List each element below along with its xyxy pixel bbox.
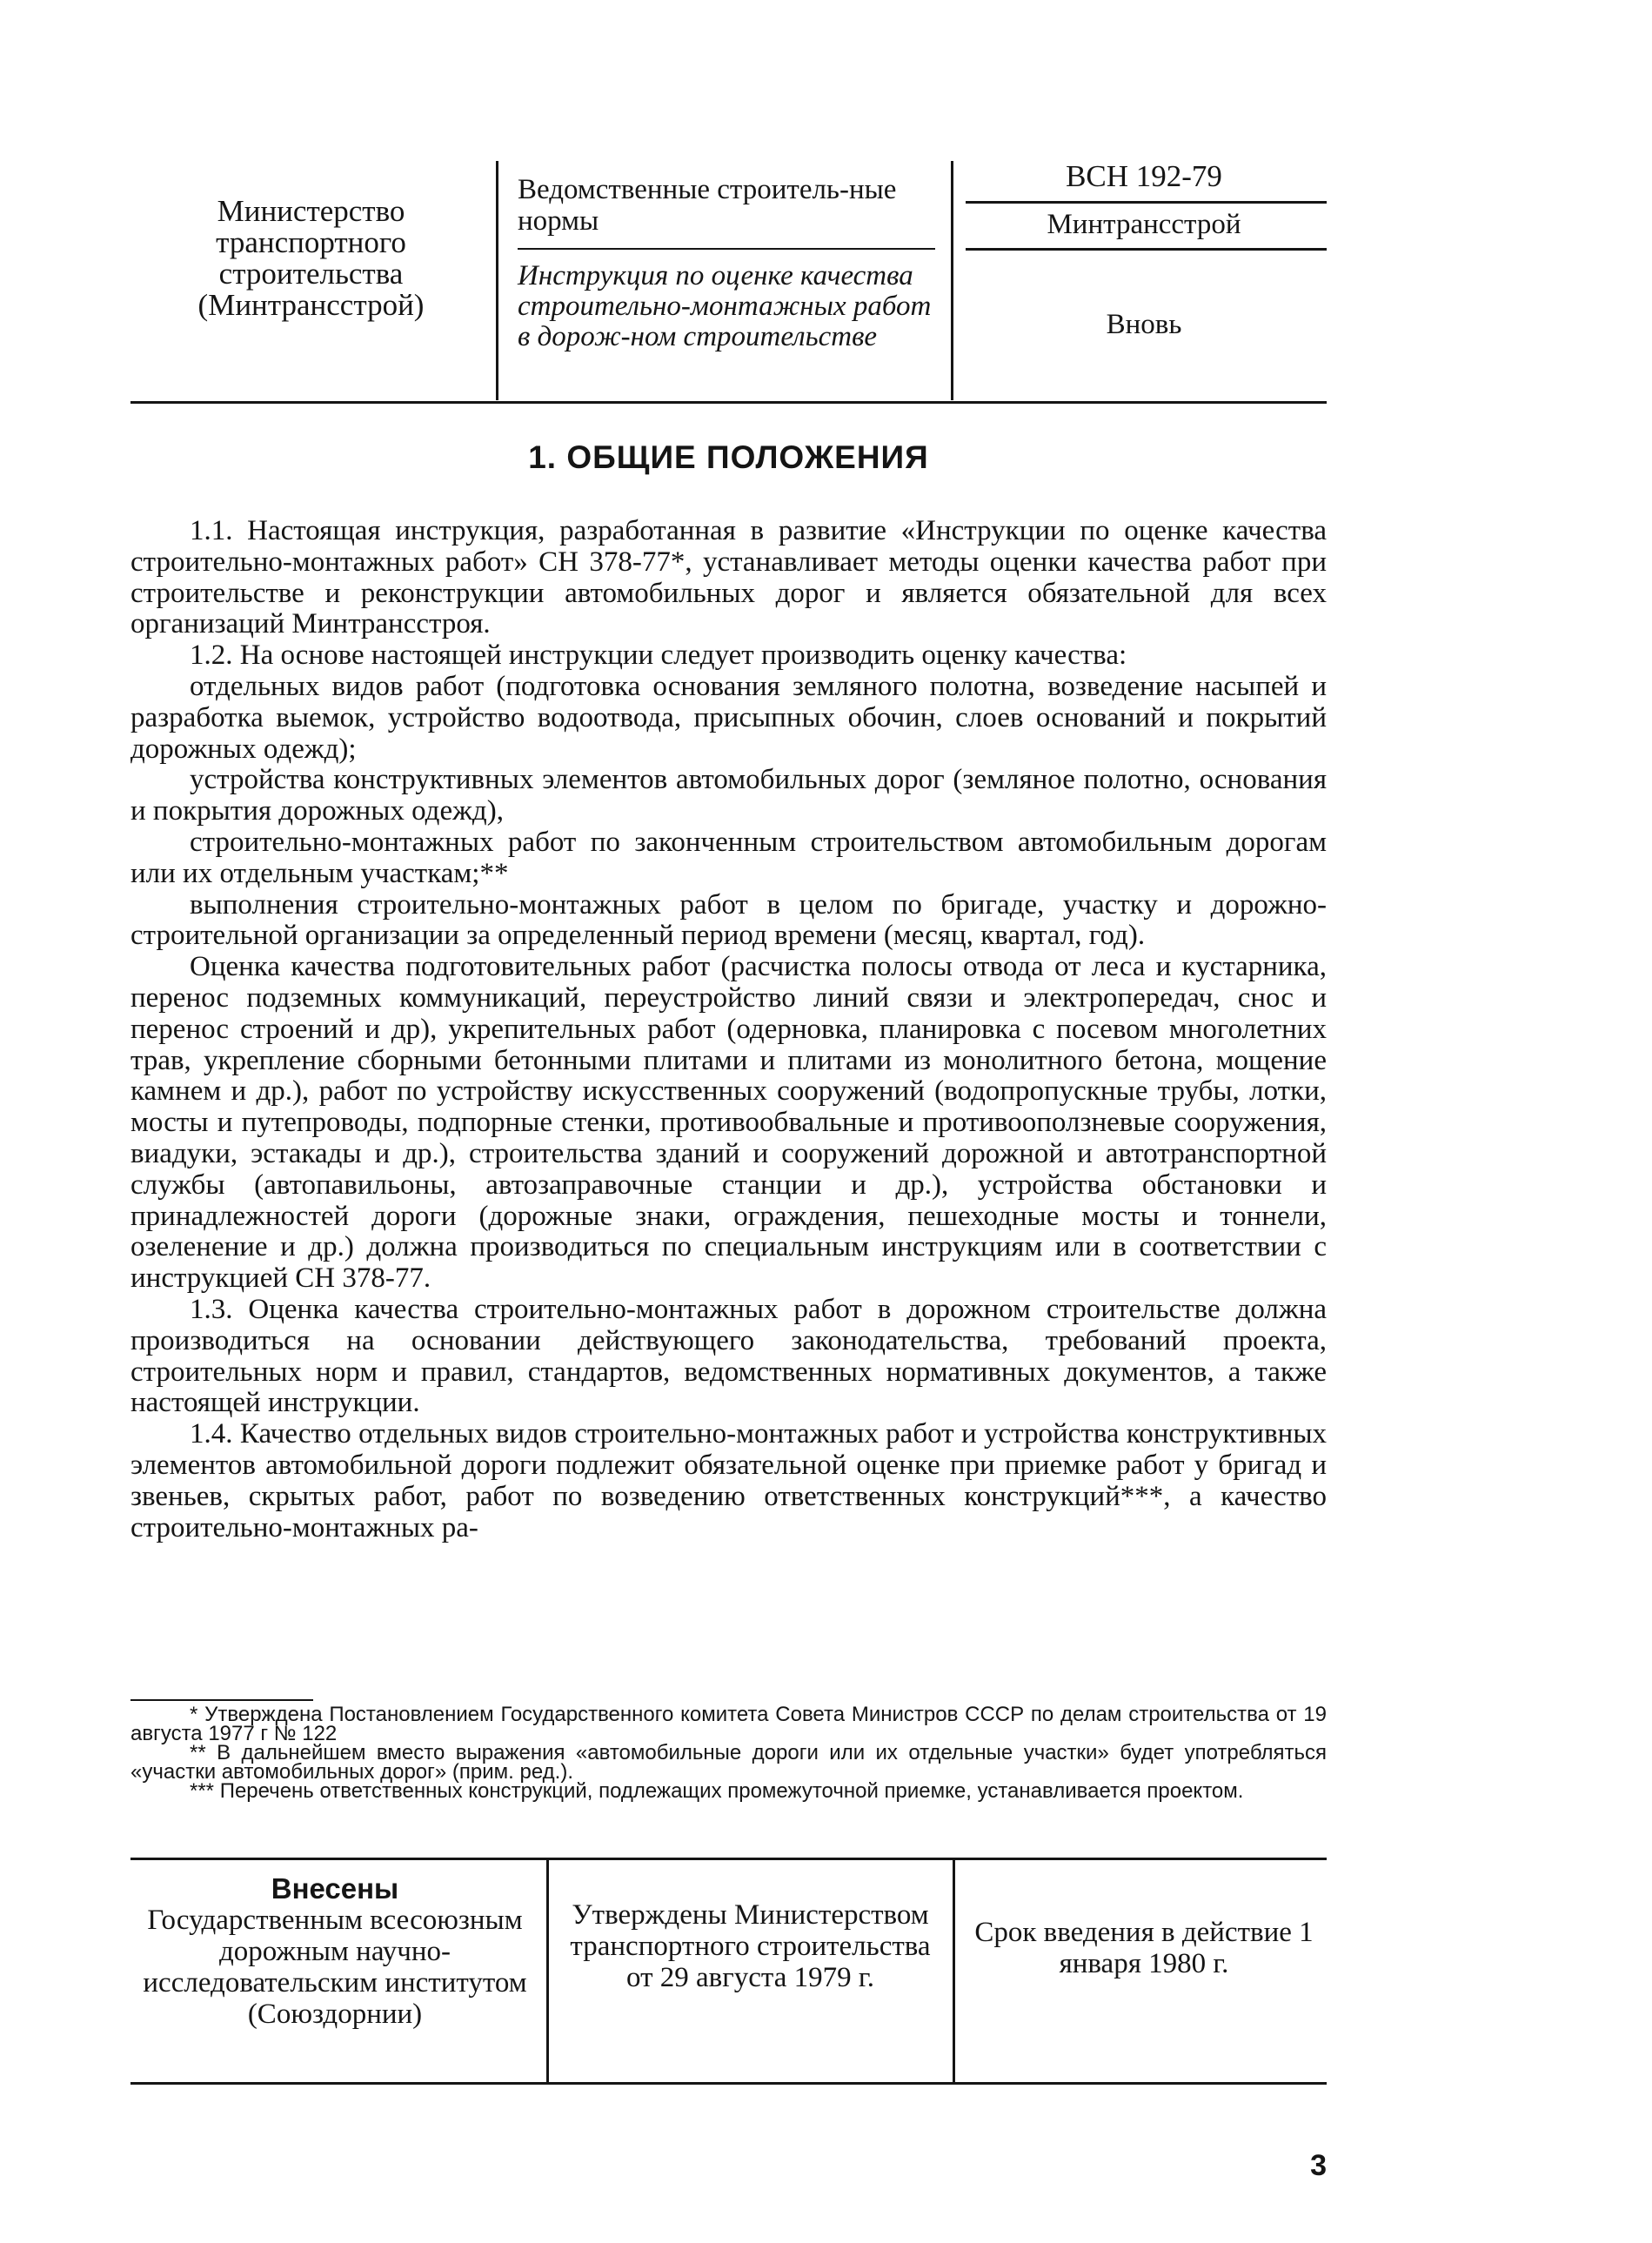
document-title: Инструкция по оценке качества строительно-монтажных работ в дорож-ном строительстве bbox=[518, 260, 932, 352]
footnote: *** Перечень ответственных конструкций, подлежащих промежуточной приемке, устанавливается проектом. bbox=[190, 1779, 1244, 1803]
footer-divider bbox=[546, 1860, 549, 2082]
footer-table bbox=[130, 1860, 1327, 2082]
footer-divider bbox=[953, 1860, 955, 2082]
document-code: ВСН 192-79 bbox=[1066, 159, 1222, 193]
footer-rule bbox=[130, 2082, 1327, 2085]
footnote: ** В дальнейшем вместо выражения «автомобильные дороги или их отдельные участки» будет употребляться «участки автомобильных дорог» (прим. ред.). bbox=[130, 1741, 1327, 1784]
approved-block: Утверждены Министерством транспортного строительства от 29 августа 1979 г. bbox=[570, 1899, 931, 1993]
header-table bbox=[130, 161, 1327, 400]
paragraph: 1.3. Оценка качества строительно-монтажных работ в дорожном строительстве должна производиться на основании действующего законодательства, требований проекта, строительных норм и правил, стандартов, ведомственных нормативных документов, а также настоящей инструкции. bbox=[130, 1293, 1327, 1419]
paragraph: 1.2. На основе настоящей инструкции следует производить оценку качества: bbox=[190, 639, 1127, 672]
paragraph: устройства конструктивных элементов автомобильных дорог (земляное полотно, основания и покрытия дорожных одежд), bbox=[130, 764, 1327, 827]
paragraph: строительно-монтажных работ по законченным строительством автомобильным дорогам или их отдельным участкам;** bbox=[130, 826, 1327, 889]
header-divider bbox=[951, 161, 953, 400]
footnotes bbox=[130, 1705, 1327, 1801]
header-divider bbox=[496, 161, 498, 400]
section-heading: 1. ОБЩИЕ ПОЛОЖЕНИЯ bbox=[528, 439, 929, 475]
paragraph: Оценка качества подготовительных работ (расчистка полосы отвода от леса и кустарника, перенос подземных коммуникаций, переустройство линий связи и электропередач, снос и перенос строений и др), укрепительных работ (одерновка, планировка с посевом многолетних трав, укрепление сборными бетонными плитами и плитами из монолитного бетона, мощение камнем и др.), работ по устройству искусственных сооружений (водопропускные трубы, лотки, мосты и путепроводы, подпорные стенки, противообвальные и противооползневые сооружения, виадуки, эстакады и др.), строительства зданий и сооружений дорожной и автотранспортной службы (автопавильоны, автозаправочные станции и др.), устройства обстановки и принадлежностей дороги (дорожные знаки, ограждения, пешеходные мосты и тоннели, озеленение и др.) должна производиться по специальным инструкциям или в соответствии с инструкцией СН 378-77. bbox=[130, 951, 1327, 1295]
paragraph: отдельных видов работ (подготовка основания земляного полотна, возведение насыпей и разработка выемок, устройство водоотвода, присыпных обочин, слоев оснований и покрытий дорожных одежд); bbox=[130, 670, 1327, 765]
submitted-title: Внесены bbox=[271, 1872, 399, 1905]
document-status: Вновь bbox=[1106, 309, 1182, 340]
submitted-block bbox=[130, 1873, 539, 2030]
page-number: 3 bbox=[1310, 2149, 1327, 2182]
header-rule bbox=[130, 401, 1327, 404]
ministry-name: Министерство транспортного строительства (Минтрансстрой) bbox=[197, 194, 425, 322]
issuing-organization: Минтрансстрой bbox=[1047, 209, 1241, 240]
header-divider bbox=[966, 248, 1327, 251]
paragraph: выполнения строительно-монтажных работ в целом по бригаде, участку и дорожно-строительной организации за определенный период времени (месяц, квартал, год). bbox=[130, 888, 1327, 952]
submitted-by: Государственным всесоюзным дорожным научно-исследовательским институтом (Союздорнии) bbox=[143, 1905, 527, 2030]
header-divider bbox=[966, 201, 1327, 204]
footnote: * Утверждена Постановлением Государственного комитета Совета Министров СССР по делам строительства от 19 августа 1977 г № 122 bbox=[130, 1703, 1327, 1745]
body-text bbox=[130, 516, 1327, 1543]
paragraph: 1.1. Настоящая инструкция, разработанная в развитие «Инструкции по оценке качества строительно-монтажных работ» СН 378-77*, устанавливает методы оценки качества работ при строительстве и реконструкции автомобильных дорог и является обязательной для всех организаций Минтрансстроя. bbox=[130, 515, 1327, 640]
header-divider bbox=[518, 248, 935, 250]
document-type: Ведомственные строитель-ные нормы bbox=[518, 174, 897, 237]
effective-date-block: Срок введения в действие 1 января 1980 г. bbox=[974, 1917, 1314, 1979]
paragraph: 1.4. Качество отдельных видов строительно-монтажных работ и устройства конструктивных элементов автомобильной дороги подлежит обязательной оценке при приемке работ у бригад и звеньев, скрытых работ, работ по возведению ответственных конструкций***, а качество строительно-монтажных ра- bbox=[130, 1418, 1327, 1543]
footnote-rule bbox=[130, 1699, 313, 1701]
